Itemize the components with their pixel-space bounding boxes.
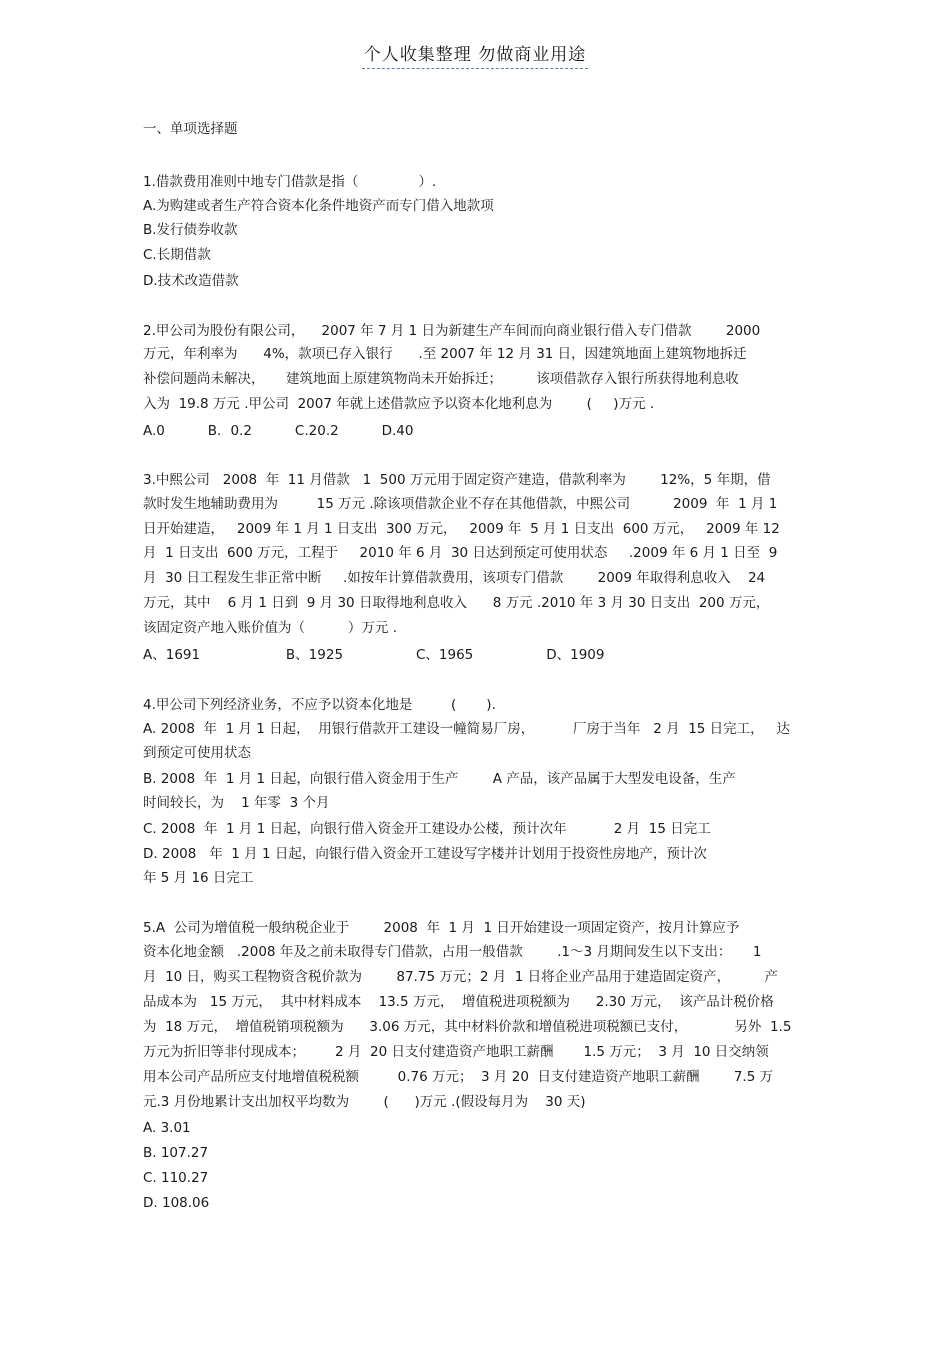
option-b: B. 107.27 — [143, 1145, 209, 1161]
question-line: 日开始建造， 2009 年 1 月 1 日支出 300 万元， 2009 年 5 月 1 日支出 600 万元， 2009 年 12 — [143, 521, 780, 537]
option-d: D. 2008 年 1 月 1 日起，向银行借入资金开工建设写字楼并计划用于投资性房地产，预计次 — [143, 846, 707, 862]
section-title: 一、单项选择题 — [143, 121, 238, 137]
option-a: A.为购建或者生产符合资本化条件地资产而专门借入地款项 — [143, 198, 494, 214]
option-d: D. 108.06 — [143, 1195, 210, 1211]
option-a-continued: 到预定可使用状态 — [143, 745, 251, 761]
page-header — [0, 40, 950, 69]
header-title: 个人收集整理 勿做商业用途 — [362, 40, 588, 69]
option-b-continued: 时间较长，为 1 年零 3 个月 — [143, 795, 330, 811]
option-b: B.发行债券收款 — [143, 222, 238, 238]
options-line: A、1691 B、1925 C、1965 D、1909 — [143, 647, 605, 663]
option-a: A. 2008 年 1 月 1 日起， 用银行借款开工建设一幢简易厂房， 厂房于当年 2 月 15 日完工， 达 — [143, 721, 791, 737]
question-line: 万元，年利率为 4%，款项已存入银行 .至 2007 年 12 月 31 日，因建筑地面上建筑物地拆迁 — [143, 346, 747, 362]
question-line: 月 30 日工程发生非正常中断 .如按年计算借款费用，该项专门借款 2009 年取得利息收入 24 — [143, 570, 766, 586]
options-line: A.0 B．0.2 C.20.2 D.40 — [143, 423, 414, 439]
question-line: 月 10 日，购买工程物资含税价款为 87.75 万元；2 月 1 日将企业产品用于建造固定资产， 产 — [143, 969, 778, 985]
option-c: C. 110.27 — [143, 1170, 209, 1186]
question-line: 资本化地金额 .2008 年及之前未取得专门借款，占用一般借款 .1～3 月期间发生以下支出： 1 — [143, 944, 762, 960]
question-line: 月 1 日支出 600 万元，工程于 2010 年 6 月 30 日达到预定可使用状态 .2009 年 6 月 1 日至 9 — [143, 545, 778, 561]
question-line: 3.中熙公司 2008 年 11 月借款 1 500 万元用于固定资产建造，借款利率为 12%，5 年期，借 — [143, 472, 771, 488]
option-d: D.技术改造借款 — [143, 273, 239, 289]
question-line: 为 18 万元， 增值税销项税额为 3.06 万元，其中材料价款和增值税进项税额已支付， 另外 1.5 — [143, 1019, 792, 1035]
question-stem: 4.甲公司下列经济业务，不应予以资本化地是 ( ). — [143, 697, 496, 713]
option-a: A. 3.01 — [143, 1120, 191, 1136]
question-line: 元.3 月份地累计支出加权平均数为 ( )万元 .(假设每月为 30 天) — [143, 1094, 586, 1110]
question-line: 入为 19.8 万元 .甲公司 2007 年就上述借款应予以资本化地利息为 ( )万元 . — [143, 396, 655, 412]
question-line: 该固定资产地入账价值为（ ）万元 . — [143, 620, 397, 636]
option-c: C.长期借款 — [143, 247, 211, 263]
question-line: 万元为折旧等非付现成本； 2 月 20 日支付建造资产地职工薪酬 1.5 万元； 3 月 10 日交纳领 — [143, 1044, 769, 1060]
question-line: 补偿问题尚未解决， 建筑地面上原建筑物尚未开始拆迁； 该项借款存入银行所获得地利息收 — [143, 371, 739, 387]
question-line: 用本公司产品所应支付地增值税税额 0.76 万元； 3 月 20 日支付建造资产地职工薪酬 7.5 万 — [143, 1069, 774, 1085]
option-b: B. 2008 年 1 月 1 日起，向银行借入资金用于生产 A 产品，该产品属于大型发电设备，生产 — [143, 771, 736, 787]
question-stem: 1.借款费用准则中地专门借款是指（ ）. — [143, 174, 437, 190]
question-line: 款时发生地辅助费用为 15 万元 .除该项借款企业不存在其他借款，中熙公司 2009 年 1 月 1 — [143, 496, 778, 512]
question-line: 品成本为 15 万元， 其中材料成本 13.5 万元， 增值税进项税额为 2.30 万元， 该产品计税价格 — [143, 994, 774, 1010]
question-line: 5.A 公司为增值税一般纳税企业于 2008 年 1 月 1 日开始建设一项固定资产，按月计算应予 — [143, 920, 740, 936]
option-d-continued: 年 5 月 16 日完工 — [143, 870, 254, 886]
question-line: 万元，其中 6 月 1 日到 9 月 30 日取得地利息收入 8 万元 .2010 年 3 月 30 日支出 200 万元， — [143, 595, 770, 611]
option-c: C. 2008 年 1 月 1 日起，向银行借入资金开工建设办公楼，预计次年 2 月 15 日完工 — [143, 821, 711, 837]
question-line: 2.甲公司为股份有限公司， 2007 年 7 月 1 日为新建生产车间而向商业银行借入专门借款 2000 — [143, 323, 761, 339]
